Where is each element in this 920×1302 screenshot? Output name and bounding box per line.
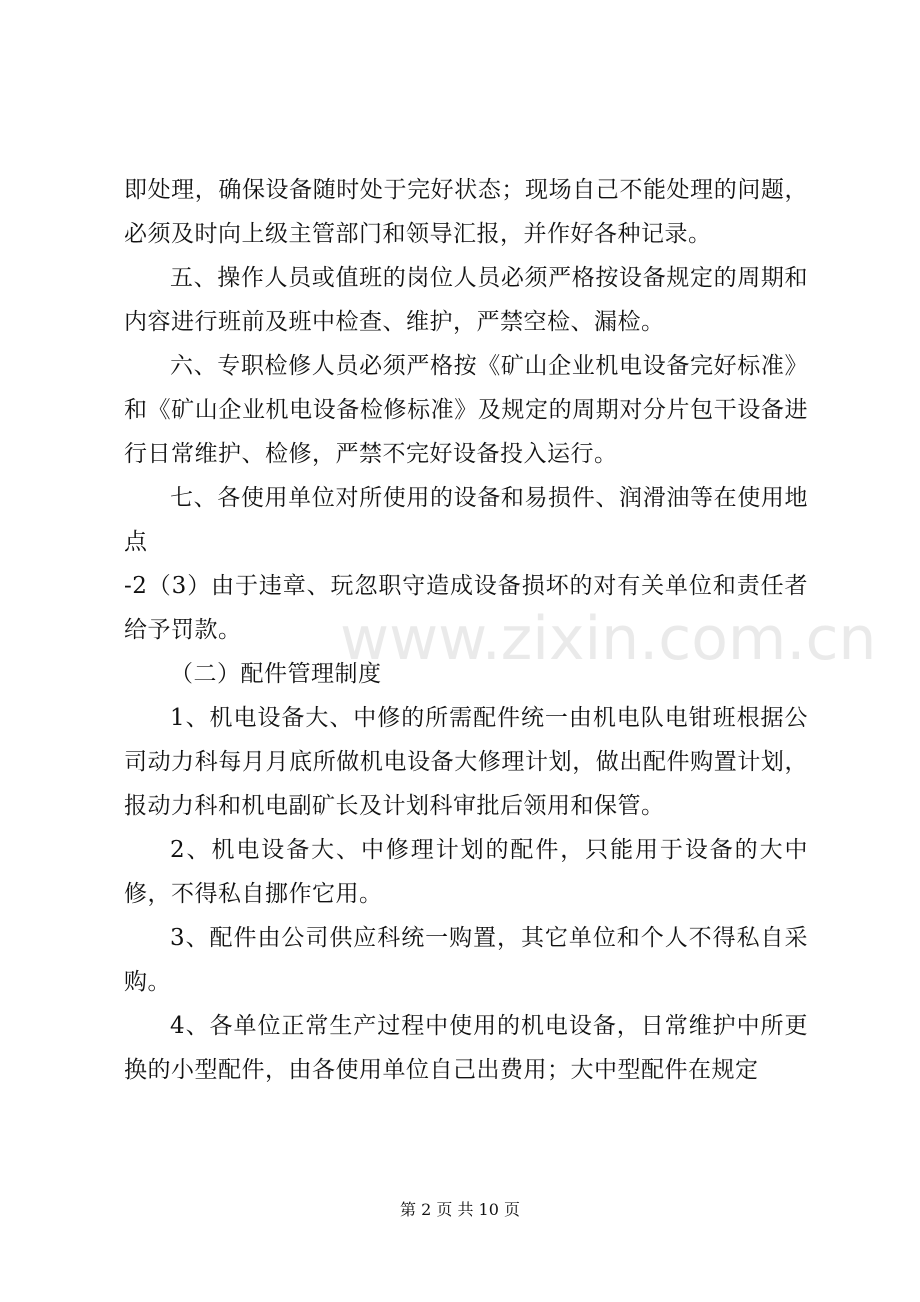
- paragraph-4: 七、各使用单位对所使用的设备和易损件、润滑油等在使用地点: [124, 485, 808, 555]
- watermark: www.zixin.com.cn: [340, 604, 877, 674]
- paragraph-7: 1、机电设备大、中修的所需配件统一由机电队电钳班根据公司动力科每月月底所做机电设备大修理计划，做出配件购置计划，报动力科和机电副矿长及计划科审批后领用和保管。: [124, 705, 808, 819]
- section-heading: （二）配件管理制度: [170, 661, 382, 687]
- document-body: [124, 168, 808, 1092]
- paragraph-9: 3、配件由公司供应科统一购置，其它单位和个人不得私自采购。: [124, 925, 808, 995]
- paragraph-3: 六、专职检修人员必须严格按《矿山企业机电设备完好标准》和《矿山企业机电设备检修标准》及规定的周期对分片包干设备进行日常维护、检修，严禁不完好设备投入运行。: [124, 353, 808, 467]
- paragraph-2: 五、操作人员或值班的岗位人员必须严格按设备规定的周期和内容进行班前及班中检查、维护，严禁空检、漏检。: [124, 265, 808, 335]
- paragraph-10: 4、各单位正常生产过程中使用的机电设备，日常维护中所更换的小型配件，由各使用单位自己出费用；大中型配件在规定: [124, 1013, 808, 1083]
- page-footer: 第 2 页 共 10 页: [400, 1200, 520, 1219]
- paragraph-5: -2（3）由于违章、玩忽职守造成设备损坏的对有关单位和责任者给予罚款。: [124, 573, 808, 643]
- paragraph-1: 即处理，确保设备随时处于完好状态；现场自己不能处理的问题，必须及时向上级主管部门和领导汇报，并作好各种记录。: [124, 177, 808, 247]
- paragraph-8: 2、机电设备大、中修理计划的配件，只能用于设备的大中修，不得私自挪作它用。: [124, 837, 808, 907]
